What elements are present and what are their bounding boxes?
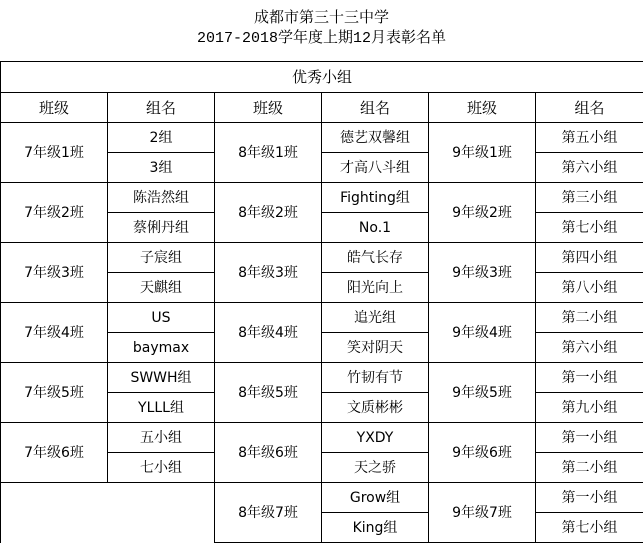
group-cell: No.1 [322, 213, 429, 243]
group-cell: 第六小组 [536, 333, 643, 363]
group-cell: 才高八斗组 [322, 153, 429, 183]
table-row [1, 423, 643, 453]
col-header-group-2: 组名 [322, 93, 429, 123]
group-cell: 第一小组 [536, 423, 643, 453]
table-row [1, 123, 643, 153]
col-header-class-3: 班级 [429, 93, 536, 123]
award-roster-table [0, 61, 643, 543]
document-subtitle: 2017-2018学年度上期12月表彰名单 [0, 29, 643, 49]
class-cell: 7年级5班 [1, 363, 108, 423]
col-header-group-1: 组名 [108, 93, 215, 123]
column-header-row [1, 93, 643, 123]
class-cell: 9年级1班 [429, 123, 536, 183]
group-cell: 第五小组 [536, 123, 643, 153]
group-cell: YLLL组 [108, 393, 215, 423]
group-cell: King组 [322, 513, 429, 543]
class-cell: 9年级6班 [429, 423, 536, 483]
group-cell: 蔡俐丹组 [108, 213, 215, 243]
class-cell: 7年级6班 [1, 423, 108, 483]
class-cell: 9年级4班 [429, 303, 536, 363]
class-cell: 7年级3班 [1, 243, 108, 303]
table-row [1, 363, 643, 393]
col-header-class-2: 班级 [215, 93, 322, 123]
class-cell: 7年级4班 [1, 303, 108, 363]
group-cell: SWWH组 [108, 363, 215, 393]
group-cell: 天之骄 [322, 453, 429, 483]
col-header-class-1: 班级 [1, 93, 108, 123]
group-cell: 第三小组 [536, 183, 643, 213]
class-cell: 9年级5班 [429, 363, 536, 423]
group-cell: 七小组 [108, 453, 215, 483]
class-cell: 7年级1班 [1, 123, 108, 183]
group-cell: 2组 [108, 123, 215, 153]
class-cell: 8年级1班 [215, 123, 322, 183]
group-cell: 五小组 [108, 423, 215, 453]
class-cell: 9年级7班 [429, 483, 536, 543]
school-name: 成都市第三十三中学 [0, 9, 643, 29]
group-cell: US [108, 303, 215, 333]
class-cell: 8年级4班 [215, 303, 322, 363]
group-cell: 第一小组 [536, 363, 643, 393]
group-cell: 追光组 [322, 303, 429, 333]
section-title: 优秀小组 [1, 62, 643, 93]
group-cell: 文质彬彬 [322, 393, 429, 423]
group-cell: YXDY [322, 423, 429, 453]
group-cell: 阳光向上 [322, 273, 429, 303]
group-cell: 德艺双馨组 [322, 123, 429, 153]
group-cell: 第七小组 [536, 513, 643, 543]
group-cell: 皓气长存 [322, 243, 429, 273]
group-cell: 笑对阴天 [322, 333, 429, 363]
group-cell: 第六小组 [536, 153, 643, 183]
group-cell: 第八小组 [536, 273, 643, 303]
col-header-group-3: 组名 [536, 93, 643, 123]
table-row [1, 303, 643, 333]
group-cell: 天麒组 [108, 273, 215, 303]
group-cell: 第二小组 [536, 303, 643, 333]
table-row [1, 183, 643, 213]
group-cell: baymax [108, 333, 215, 363]
empty-cell [1, 483, 215, 543]
class-cell: 8年级5班 [215, 363, 322, 423]
class-cell: 9年级2班 [429, 183, 536, 243]
class-cell: 7年级2班 [1, 183, 108, 243]
document-header [0, 0, 643, 61]
group-cell: 第二小组 [536, 453, 643, 483]
group-cell: 陈浩然组 [108, 183, 215, 213]
table-row [1, 483, 643, 513]
section-title-row [1, 62, 643, 93]
group-cell: 第一小组 [536, 483, 643, 513]
table-row [1, 243, 643, 273]
class-cell: 8年级3班 [215, 243, 322, 303]
group-cell: 第九小组 [536, 393, 643, 423]
group-cell: 第七小组 [536, 213, 643, 243]
group-cell: Grow组 [322, 483, 429, 513]
group-cell: Fighting组 [322, 183, 429, 213]
group-cell: 3组 [108, 153, 215, 183]
class-cell: 9年级3班 [429, 243, 536, 303]
class-cell: 8年级7班 [215, 483, 322, 543]
group-cell: 第四小组 [536, 243, 643, 273]
group-cell: 竹韧有节 [322, 363, 429, 393]
class-cell: 8年级6班 [215, 423, 322, 483]
group-cell: 子宸组 [108, 243, 215, 273]
class-cell: 8年级2班 [215, 183, 322, 243]
